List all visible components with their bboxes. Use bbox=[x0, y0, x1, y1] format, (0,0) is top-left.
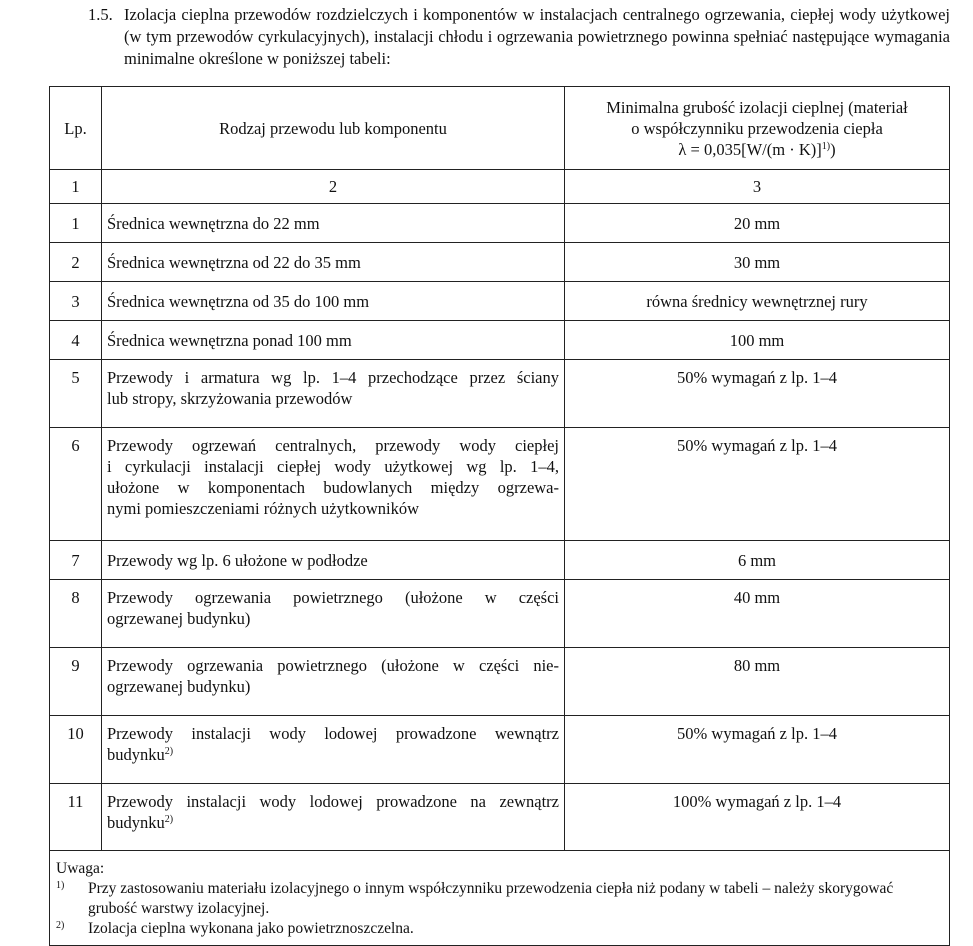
row-lp: 2 bbox=[50, 243, 102, 282]
column-number-row bbox=[50, 170, 950, 204]
section-number: 1.5. bbox=[88, 5, 113, 24]
row-type-line: budynku$^{2)}$ bbox=[107, 745, 174, 764]
column-number: 3 bbox=[565, 170, 950, 204]
row-lp: 9 bbox=[50, 648, 102, 716]
row-type-line: Średnica wewnętrzna od 22 do 35 mm bbox=[107, 252, 361, 272]
row-lp: 6 bbox=[50, 428, 102, 541]
table-row bbox=[50, 541, 950, 580]
row-type-line: lub stropy, skrzyżowania przewodów bbox=[107, 389, 353, 408]
row-min-thickness: 20 mm bbox=[565, 204, 950, 243]
row-type bbox=[102, 204, 565, 243]
row-type-line: nymi pomieszczeniami różnych użytkowników bbox=[107, 499, 420, 518]
row-type bbox=[102, 243, 565, 282]
row-type-line: Średnica wewnętrzna ponad 100 mm bbox=[107, 330, 352, 350]
table-row bbox=[50, 428, 950, 541]
row-type bbox=[102, 321, 565, 360]
row-type-line: Przewody ogrzewania powietrznego (ułożone w części nie- bbox=[107, 656, 559, 675]
header-type: Rodzaj przewodu lub komponentu bbox=[102, 87, 565, 170]
table-row bbox=[50, 282, 950, 321]
notes-cell bbox=[50, 851, 950, 946]
row-lp: 5 bbox=[50, 360, 102, 428]
row-type-line: Przewody wg lp. 6 ułożone w podłodze bbox=[107, 550, 368, 570]
row-type bbox=[102, 428, 565, 541]
row-type-line: Średnica wewnętrzna od 35 do 100 mm bbox=[107, 291, 370, 311]
row-lp: 8 bbox=[50, 580, 102, 648]
table-row bbox=[50, 204, 950, 243]
footnote-ref: 2) bbox=[164, 814, 174, 825]
row-min-thickness: 50% wymagań z lp. 1–4 bbox=[565, 428, 950, 541]
row-min-thickness: 100% wymagań z lp. 1–4 bbox=[565, 784, 950, 851]
row-type-line: i cyrkulacji instalacji ciepłej wody użytkowej wg lp. 1–4, bbox=[107, 457, 559, 476]
row-type-line: Przewody ogrzewań centralnych, przewody wody ciepłej bbox=[107, 436, 559, 455]
header-thickness-line: Minimalna grubość izolacji cieplnej (materiał bbox=[606, 97, 908, 117]
row-type bbox=[102, 784, 565, 851]
footnote-ref: 2) bbox=[164, 746, 174, 757]
footnote-ref: 1) bbox=[821, 140, 831, 152]
row-type bbox=[102, 282, 565, 321]
column-number: 1 bbox=[50, 170, 102, 204]
insulation-requirements-table bbox=[49, 86, 950, 946]
row-min-thickness: 30 mm bbox=[565, 243, 950, 282]
row-min-thickness: równa średnicy wewnętrznej rury bbox=[565, 282, 950, 321]
table-row bbox=[50, 360, 950, 428]
footnote-1: 1) Przy zastosowaniu materiału izolacyjnego o innym współczynniku przewodzenia ciepła niż podany w tabeli – należy skorygować grubość warstwy izolacyjnej. bbox=[56, 880, 894, 917]
row-type bbox=[102, 360, 565, 428]
row-lp: 1 bbox=[50, 204, 102, 243]
section-text: Izolacja cieplna przewodów rozdzielczych i komponentów w instalacjach centralnego ogrzewania, ciepłej wody użytkowej (w tym przewodów cyrkulacyjnych), instalacji chłodu i ogrzewania powietrznego powinna spełniać następujące wymagania minimalne określone w poniższej tabeli: bbox=[124, 5, 950, 68]
row-lp: 10 bbox=[50, 716, 102, 784]
row-type bbox=[102, 648, 565, 716]
table-row bbox=[50, 716, 950, 784]
table-header-row bbox=[50, 87, 950, 170]
row-min-thickness: 40 mm bbox=[565, 580, 950, 648]
section-intro bbox=[88, 4, 950, 70]
row-type-line: ogrzewanej budynku) bbox=[107, 609, 251, 628]
table-row bbox=[50, 784, 950, 851]
table-row bbox=[50, 243, 950, 282]
row-type-line: Przewody i armatura wg lp. 1–4 przechodzące przez ściany bbox=[107, 368, 559, 387]
row-min-thickness: 100 mm bbox=[565, 321, 950, 360]
notes-title: Uwaga: bbox=[56, 860, 105, 877]
row-min-thickness: 6 mm bbox=[565, 541, 950, 580]
row-type-line: Przewody instalacji wody lodowej prowadzone na zewnątrz bbox=[107, 792, 559, 811]
header-lp: Lp. bbox=[50, 87, 102, 170]
row-min-thickness: 50% wymagań z lp. 1–4 bbox=[565, 716, 950, 784]
notes-row bbox=[50, 851, 950, 946]
row-type bbox=[102, 580, 565, 648]
row-type-line: ułożone w komponentach budowlanych między ogrzewa- bbox=[107, 478, 559, 497]
row-lp: 4 bbox=[50, 321, 102, 360]
column-number: 2 bbox=[102, 170, 565, 204]
row-type bbox=[102, 541, 565, 580]
row-type-line: budynku$^{2)}$ bbox=[107, 813, 174, 832]
footnote-2: 2) Izolacja cieplna wykonana jako powietrznoszczelna. bbox=[56, 920, 414, 937]
row-lp: 11 bbox=[50, 784, 102, 851]
table-row bbox=[50, 580, 950, 648]
table-row bbox=[50, 648, 950, 716]
row-min-thickness: 50% wymagań z lp. 1–4 bbox=[565, 360, 950, 428]
header-thickness bbox=[565, 87, 950, 170]
row-type-line: Przewody instalacji wody lodowej prowadzone wewnątrz bbox=[107, 724, 559, 743]
row-lp: 3 bbox=[50, 282, 102, 321]
row-min-thickness: 80 mm bbox=[565, 648, 950, 716]
header-thickness-line: o współczynniku przewodzenia ciepła bbox=[631, 118, 883, 138]
row-type-line: ogrzewanej budynku) bbox=[107, 677, 251, 696]
header-thickness-line: $\lambda = 0,035[W/(m \cdot K)]^{1)}$) bbox=[678, 139, 836, 159]
row-type-line: Przewody ogrzewania powietrznego (ułożone w części bbox=[107, 588, 559, 607]
table-row bbox=[50, 321, 950, 360]
row-type bbox=[102, 716, 565, 784]
row-lp: 7 bbox=[50, 541, 102, 580]
row-type-line: Średnica wewnętrzna do 22 mm bbox=[107, 213, 320, 233]
